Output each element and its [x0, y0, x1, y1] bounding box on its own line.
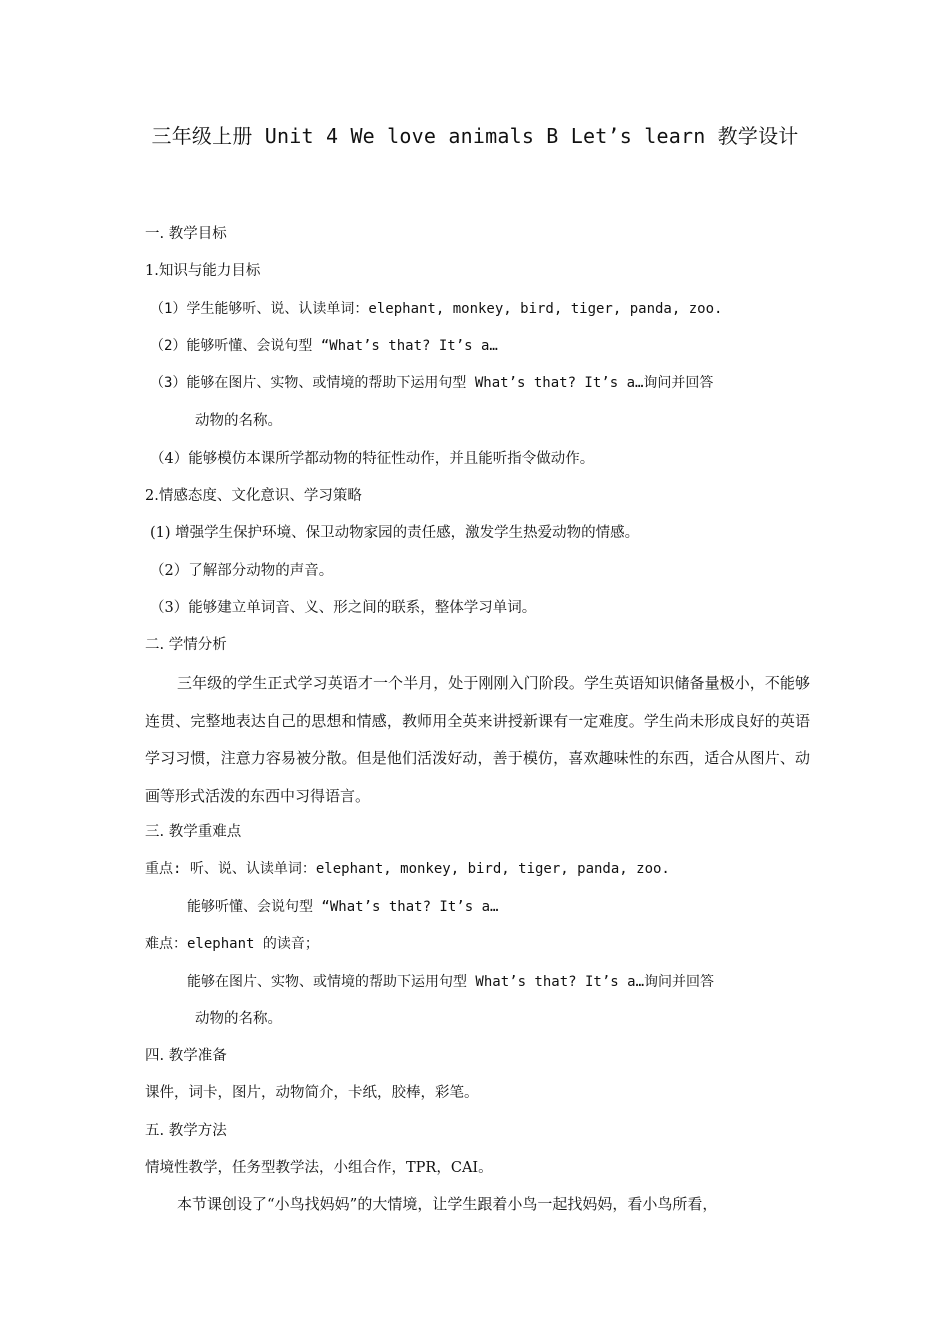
- section-heading-key-difficult-points: 三. 教学重难点: [145, 824, 242, 840]
- difficult-point-2-continued: 动物的名称。: [195, 1011, 282, 1027]
- key-point-1: 重点: 听、说、认读单词：elephant, monkey, bird, tiger, panda, zoo.: [145, 861, 670, 877]
- methods-paragraph: 本节课创设了“小鸟找妈妈”的大情境，让学生跟着小鸟一起找妈妈，看小鸟所看，: [177, 1195, 718, 1213]
- subheading-attitude-strategy: 2.情感态度、文化意识、学习策略: [145, 488, 362, 504]
- key-point-2: 能够听懂、会说句型 “What’s that? It’s a…: [187, 899, 499, 915]
- difficult-point-1: 难点：elephant 的读音；: [145, 936, 319, 952]
- objective-item-3: （3）能够在图片、实物、或情境的帮助下运用句型 What’s that? It’s a…询问并回答: [150, 375, 714, 391]
- document-title: 三年级上册 Unit 4 We love animals B Let’s learn 教学设计: [151, 124, 799, 148]
- attitude-item-3: （3）能够建立单词音、义、形之间的联系，整体学习单词。: [150, 600, 537, 616]
- objective-item-1: （1）学生能够听、说、认读单词：elephant, monkey, bird, tiger, panda, zoo.: [150, 301, 723, 317]
- section-heading-methods: 五. 教学方法: [145, 1123, 227, 1139]
- section-heading-objectives: 一. 教学目标: [145, 226, 227, 242]
- preparation-content: 课件，词卡，图片，动物简介，卡纸，胶棒，彩笔。: [145, 1085, 479, 1101]
- objective-item-4: （4）能够模仿本课所学都动物的特征性动作，并且能听指令做动作。: [150, 451, 595, 467]
- section-heading-learner-analysis: 二. 学情分析: [145, 637, 227, 653]
- subheading-knowledge-ability: 1.知识与能力目标: [145, 263, 261, 279]
- attitude-item-2: （2）了解部分动物的声音。: [150, 563, 334, 579]
- methods-content: 情境性教学，任务型教学法，小组合作，TPR，CAI。: [145, 1160, 493, 1176]
- difficult-point-2: 能够在图片、实物、或情境的帮助下运用句型 What’s that? It’s a…询问并回答: [187, 974, 715, 990]
- objective-item-3-continued: 动物的名称。: [195, 413, 282, 429]
- attitude-item-1: (1) 增强学生保护环境、保卫动物家园的责任感，激发学生热爱动物的情感。: [150, 525, 640, 541]
- objective-item-2: （2）能够听懂、会说句型 “What’s that? It’s a…: [150, 338, 498, 354]
- section-heading-preparation: 四. 教学准备: [145, 1048, 227, 1064]
- learner-analysis-paragraph: 三年级的学生正式学习英语才一个半月，处于刚刚入门阶段。学生英语知识储备量极小，不能够连贯、完整地表达自己的思想和情感，教师用全英来讲授新课有一定难度。学生尚未形成良好的英语学习习惯，注意力容易被分散。但是他们活泼好动，善于模仿，喜欢趣味性的东西，适合从图片、动画等形式活泼的东西中习得语言。: [145, 674, 810, 805]
